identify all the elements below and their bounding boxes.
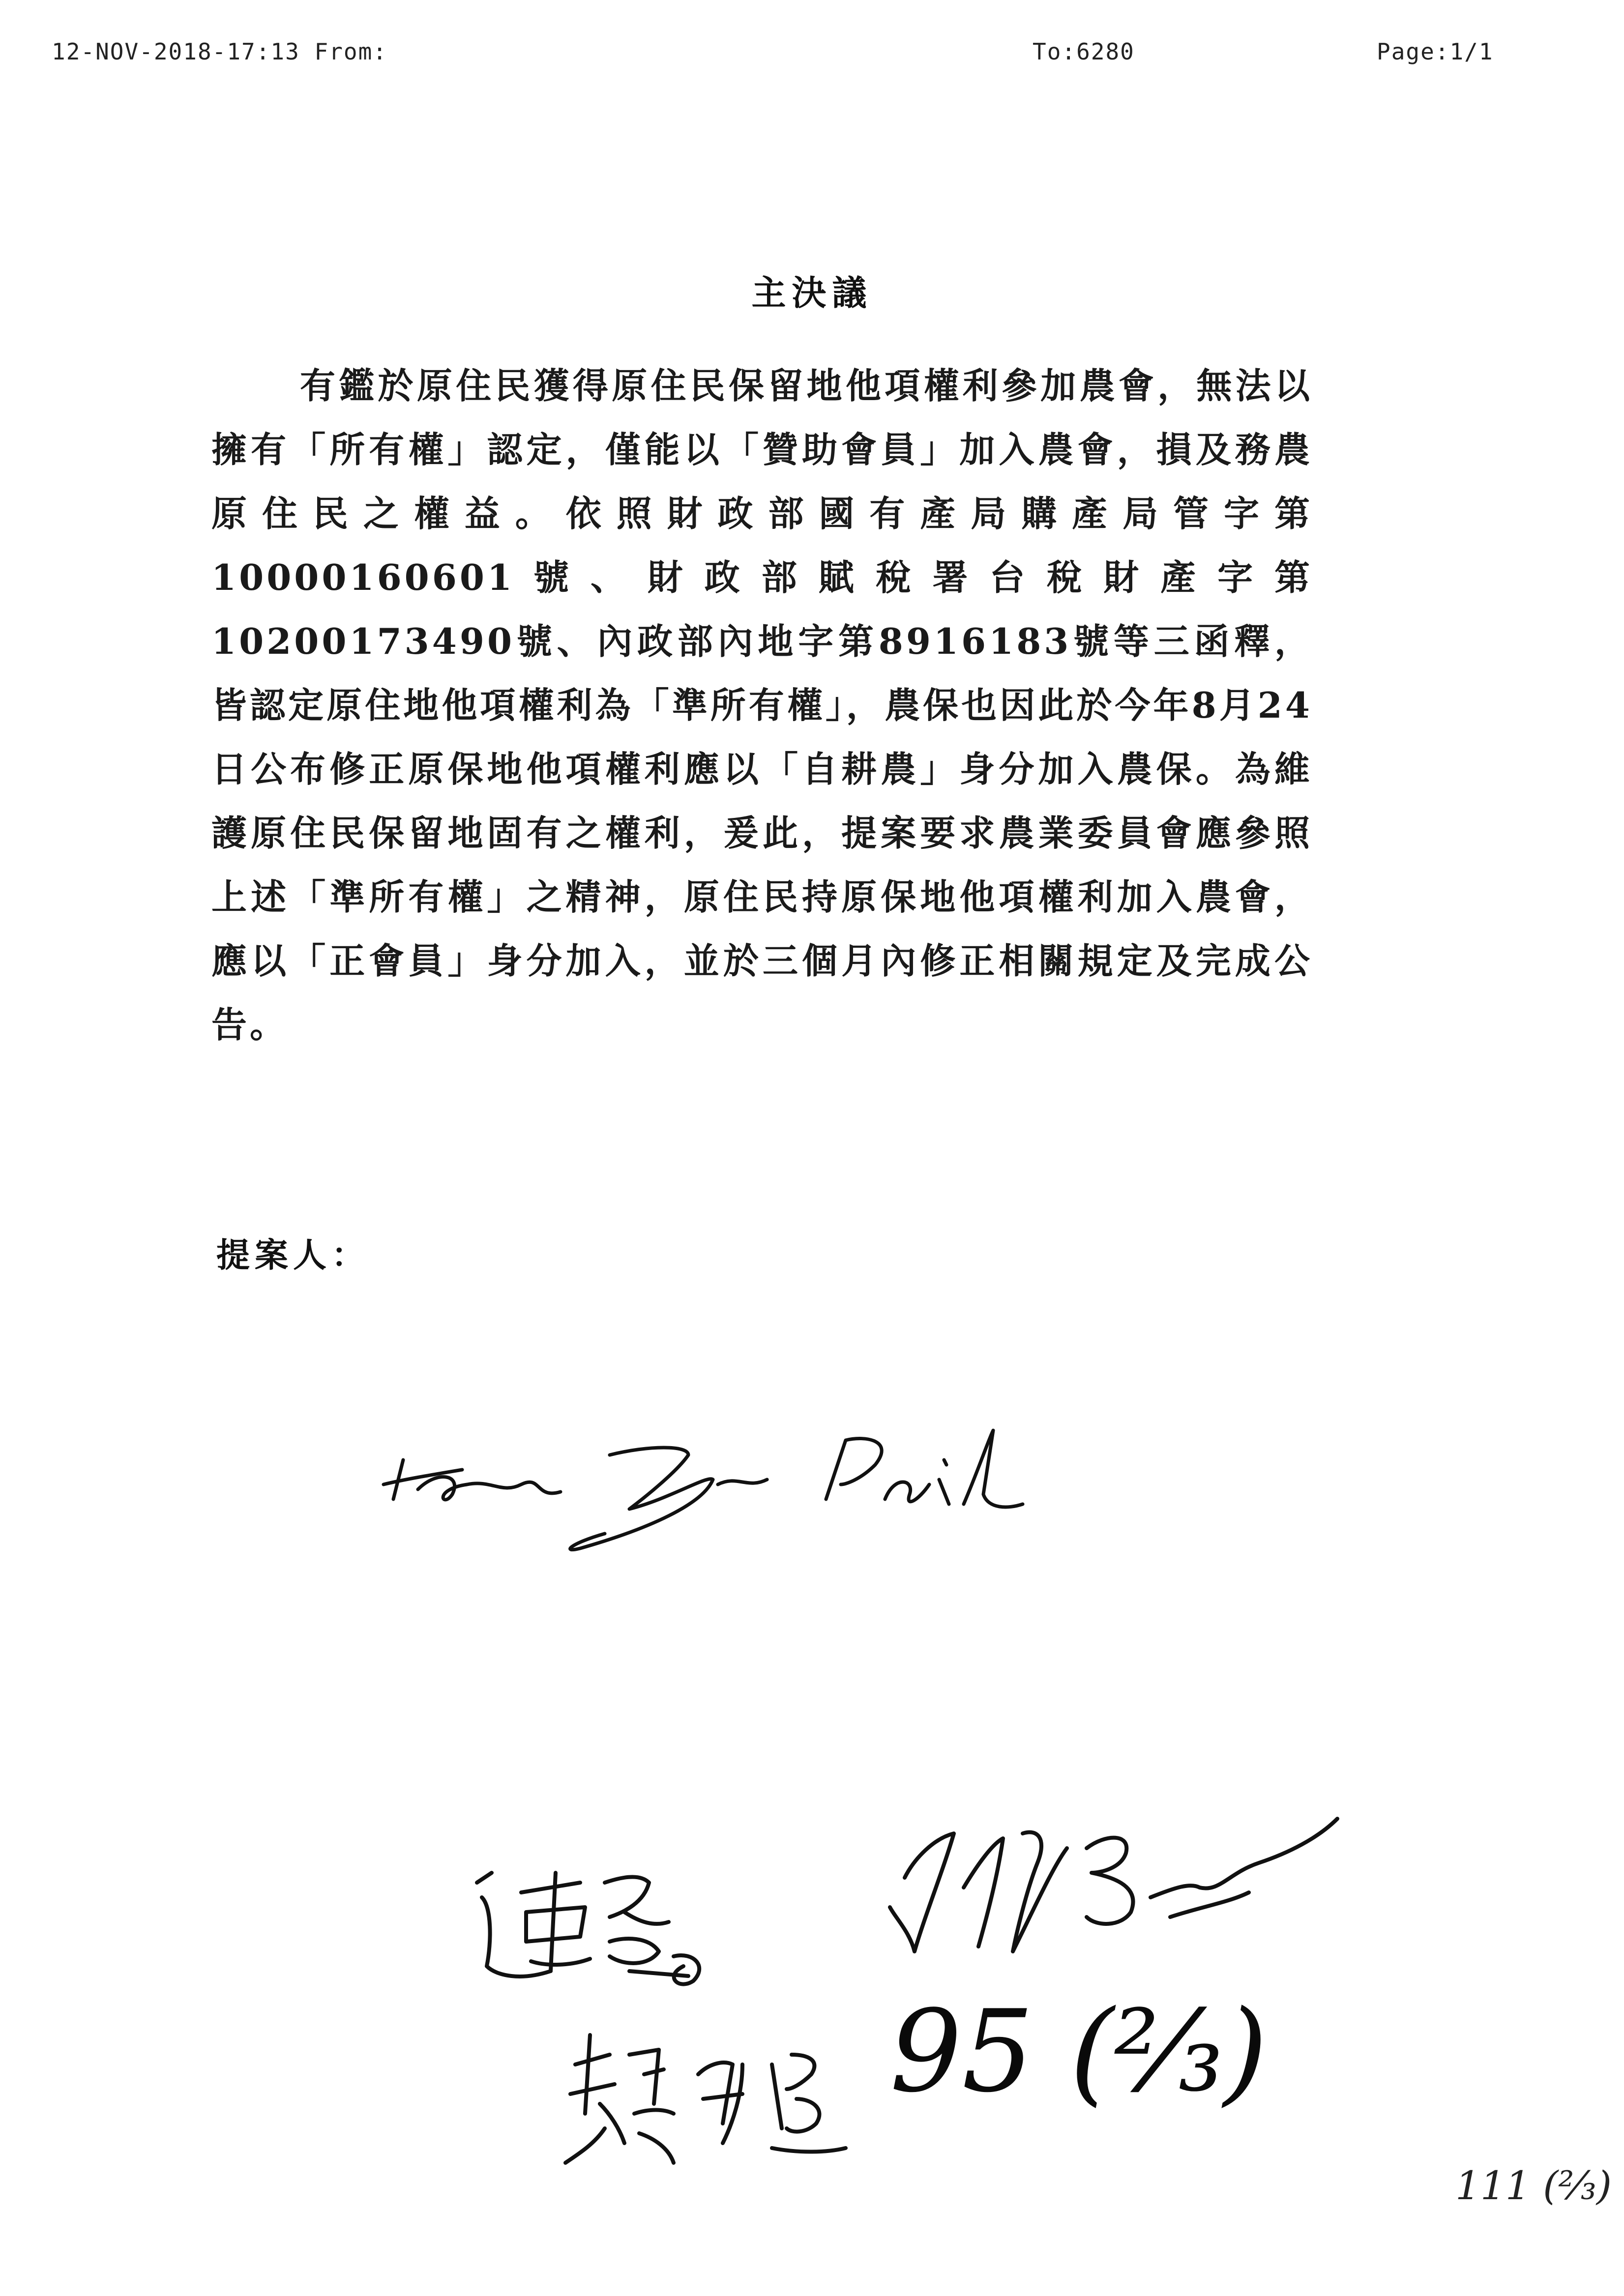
fax-header-page: Page:1/1 <box>1377 38 1494 65</box>
fax-header-recipient: To:6280 <box>1033 38 1135 65</box>
signature-3 <box>875 1789 1347 2005</box>
proposer-label: 提案人： <box>216 1236 370 1275</box>
handwritten-count: 95 (⅔) <box>890 1986 1268 2118</box>
document-title: 主決議 <box>751 272 873 313</box>
signature-4 <box>556 2015 860 2182</box>
resolution-body: 有鑑於原住民獲得原住民保留地他項權利參加農會，無法以擁有「所有權」認定，僅能以「贊助會員」加入農會，損及務農原住民之權益。依照財政部國有產局購產局管字第10000160601號、財政部賦稅署台稅財產字第10200173490號、內政部內地字第8916183號等三函釋，皆認定原住地他項權利為「準所有權」，農保也因此於今年8月24日公布修正原保地他項權利應以「自耕農」身分加入農保。為維護原住民保留地固有之權利，爰此，提案要求農業委員會應參照上述「準所有權」之精神，原住民持原保地他項權利加入農會，應以「正會員」身分加入，並於三個月內修正相關規定及完成公告。 <box>211 365 1313 1046</box>
signature-2 <box>462 1853 738 2015</box>
fax-header-left: 12-NOV-2018-17:13 From: <box>52 38 387 65</box>
fax-header <box>0 38 1624 73</box>
signature-1 <box>374 1411 1062 1558</box>
page-mark: 111 (⅔) <box>1455 2163 1612 2209</box>
